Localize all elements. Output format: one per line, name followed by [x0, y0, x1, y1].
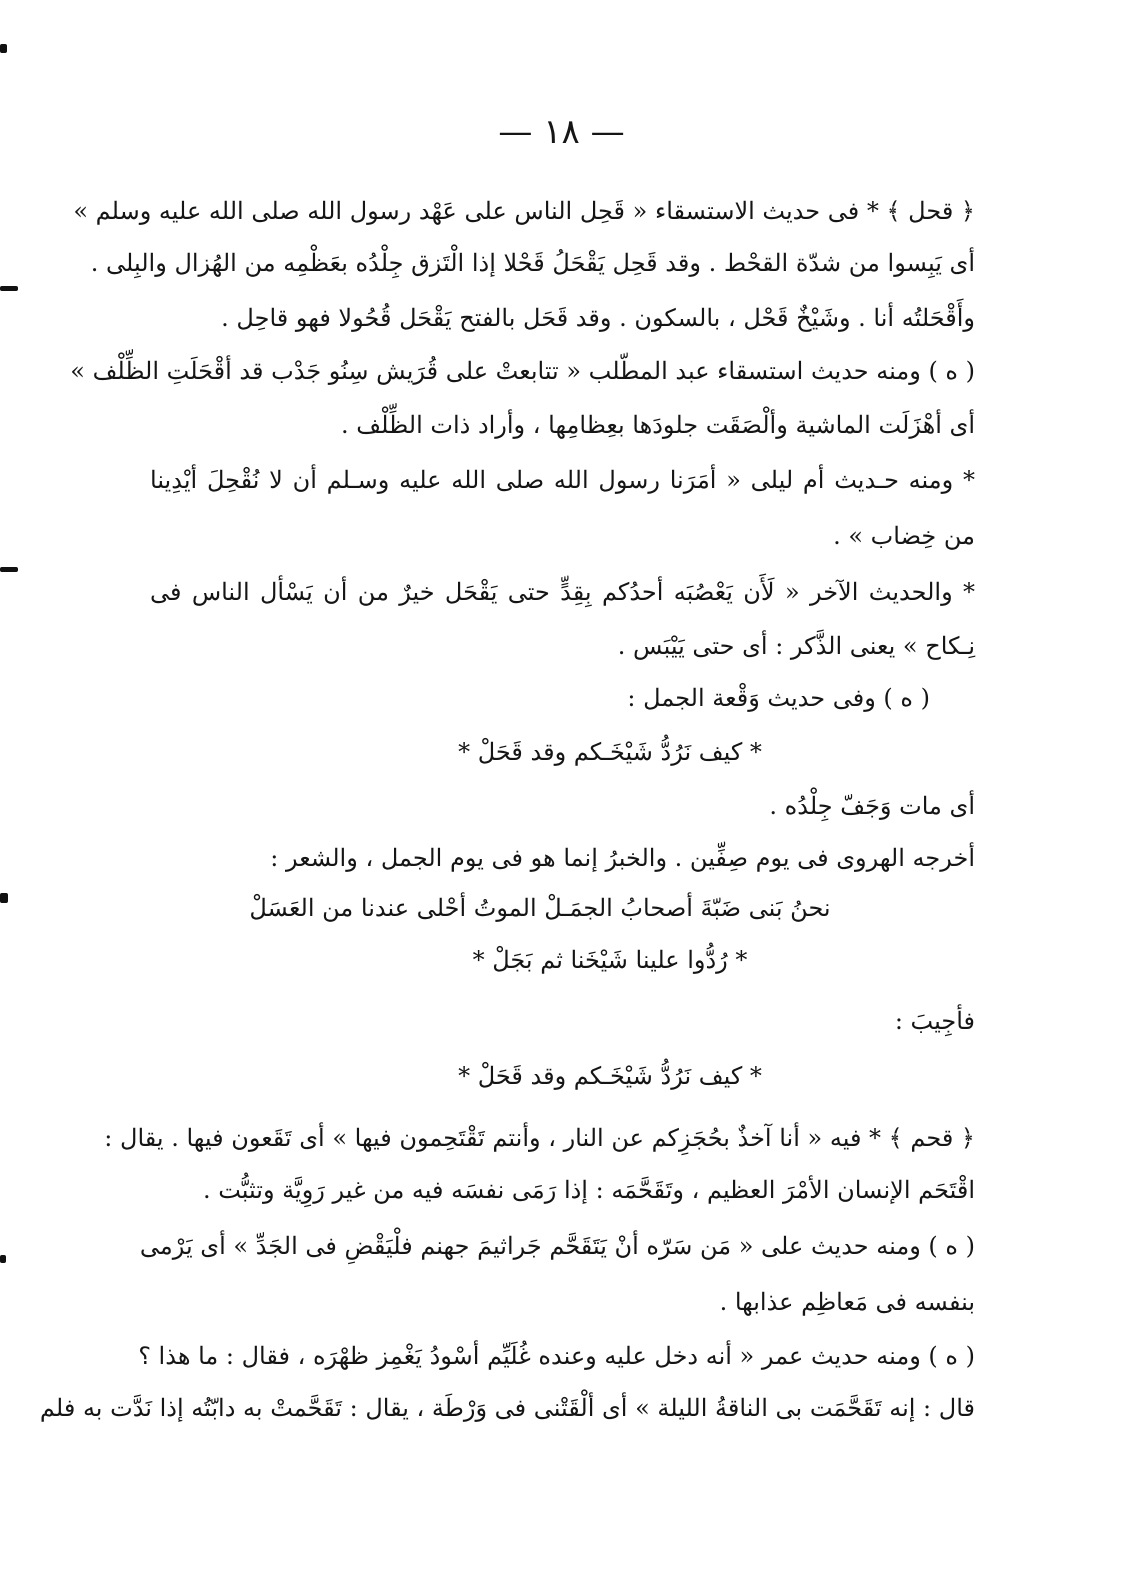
text-line: أى مات وَجَفّ جِلْدُه .: [769, 792, 975, 820]
text-line: اقْتَحَم الإنسان الأمْرَ العظيم ، وتَقَحَّمَه : إذا رَمَى نفسَه فيه من غير رَوِيَّة وتثبُّت .: [202, 1176, 975, 1204]
text-line: ﴿ قحم ﴾ * فيه « أنا آخذٌ بحُجَزِكم عن النار ، وأنتم تَقْتَحِمون فيها » أى تَقَعون فيها . يقال :: [104, 1124, 975, 1152]
scan-edge-mark: [0, 44, 7, 53]
text-line: أى أهْزَلَت الماشية وألْصَقَت جلودَها بعِظامِها ، وأراد ذات الظِّلْف .: [341, 411, 975, 439]
verse-line: نحنُ بَنى ضَبّةَ أصحابُ الجمَـلْ الموتُ أحْلى عندنا من العَسَلْ: [249, 894, 831, 922]
scan-edge-mark: [0, 567, 18, 572]
text-line: ﴿ قحل ﴾ * فى حديث الاستسقاء « قَحِل الناس على عَهْد رسول الله صلى الله عليه وسلم »: [73, 197, 975, 225]
verse-line: * كيف نَرُدُّ شَيْخَـكم وقد قَحَلْ *: [458, 1062, 762, 1090]
page-number: — ١٨ —: [498, 112, 625, 152]
text-line: من خِضاب » .: [833, 522, 975, 550]
text-line: * ومنه حـديث أم ليلى « أمَرَنا رسول الله صلى الله عليه وسـلم أن لا نُقْحِلَ أيْدِينا: [150, 466, 975, 494]
text-line: وأَقْحَلتُه أنا . وشَيْخٌ قَحْل ، بالسكون . وقد قَحَل بالفتح يَقْحَل قُحُولا فهو قاحِل .: [221, 304, 975, 332]
text-line: نِـكاح » يعنى الذَّكر : أى حتى يَيْبَس .: [617, 632, 975, 660]
text-line: قال : إنه تَقَحَّمَت بى الناقةُ الليلة » أى ألْقَتْنى فى وَرْطَة ، يقال : تَقَحَّمتْ به دابّتُه إذا نَدَّت به فلم: [39, 1394, 975, 1422]
scan-edge-mark: [0, 1255, 6, 1263]
scan-edge-mark: [0, 893, 8, 903]
text-line: ( ه ) وفى حديث وَقْعة الجمل :: [627, 684, 930, 712]
text-line: ( ه ) ومنه حديث عمر « أنه دخل عليه وعنده غُلَيِّم أسْودُ يَغْمِز ظهْرَه ، فقال : ما هذا ؟: [138, 1342, 975, 1370]
text-line: فأجِيبَ :: [894, 1007, 975, 1035]
verse-line: * كيف نَرُدُّ شَيْخَـكم وقد قَحَلْ *: [458, 738, 762, 766]
verse-line: * رُدُّوا علينا شَيْخَنا ثم بَجَلْ *: [472, 946, 748, 974]
text-line: ( ه ) ومنه حديث على « مَن سَرّه أنْ يَتَقَحَّم جَراثيمَ جهنم فلْيَقْضِ فى الجَدِّ » أى يَرْمى: [139, 1232, 975, 1260]
text-line: * والحديث الآخر « لَأَن يَعْصُبَه أحدُكم بِقِدٍّ حتى يَقْحَل خيرٌ من أن يَسْأل الناس فى: [150, 578, 975, 606]
text-line: أخرجه الهروى فى يوم صِفِّين . والخبرُ إنما هو فى يوم الجمل ، والشعر :: [270, 844, 975, 872]
scan-edge-mark: [0, 286, 18, 291]
text-line: بنفسه فى مَعاظِم عذابها .: [719, 1288, 975, 1316]
text-line: أى يَبِسوا من شدّة القحْط . وقد قَحِل يَقْحَلُ قَحْلا إذا الْتَزق جِلْدُه بعَظْمِه من الهُزال والبِلى .: [90, 249, 975, 277]
text-line: ( ه ) ومنه حديث استسقاء عبد المطّلب « تتابعتْ على قُرَيش سِنُو جَدْب قد أقْحَلَتِ الظِّلْف »: [70, 357, 975, 385]
